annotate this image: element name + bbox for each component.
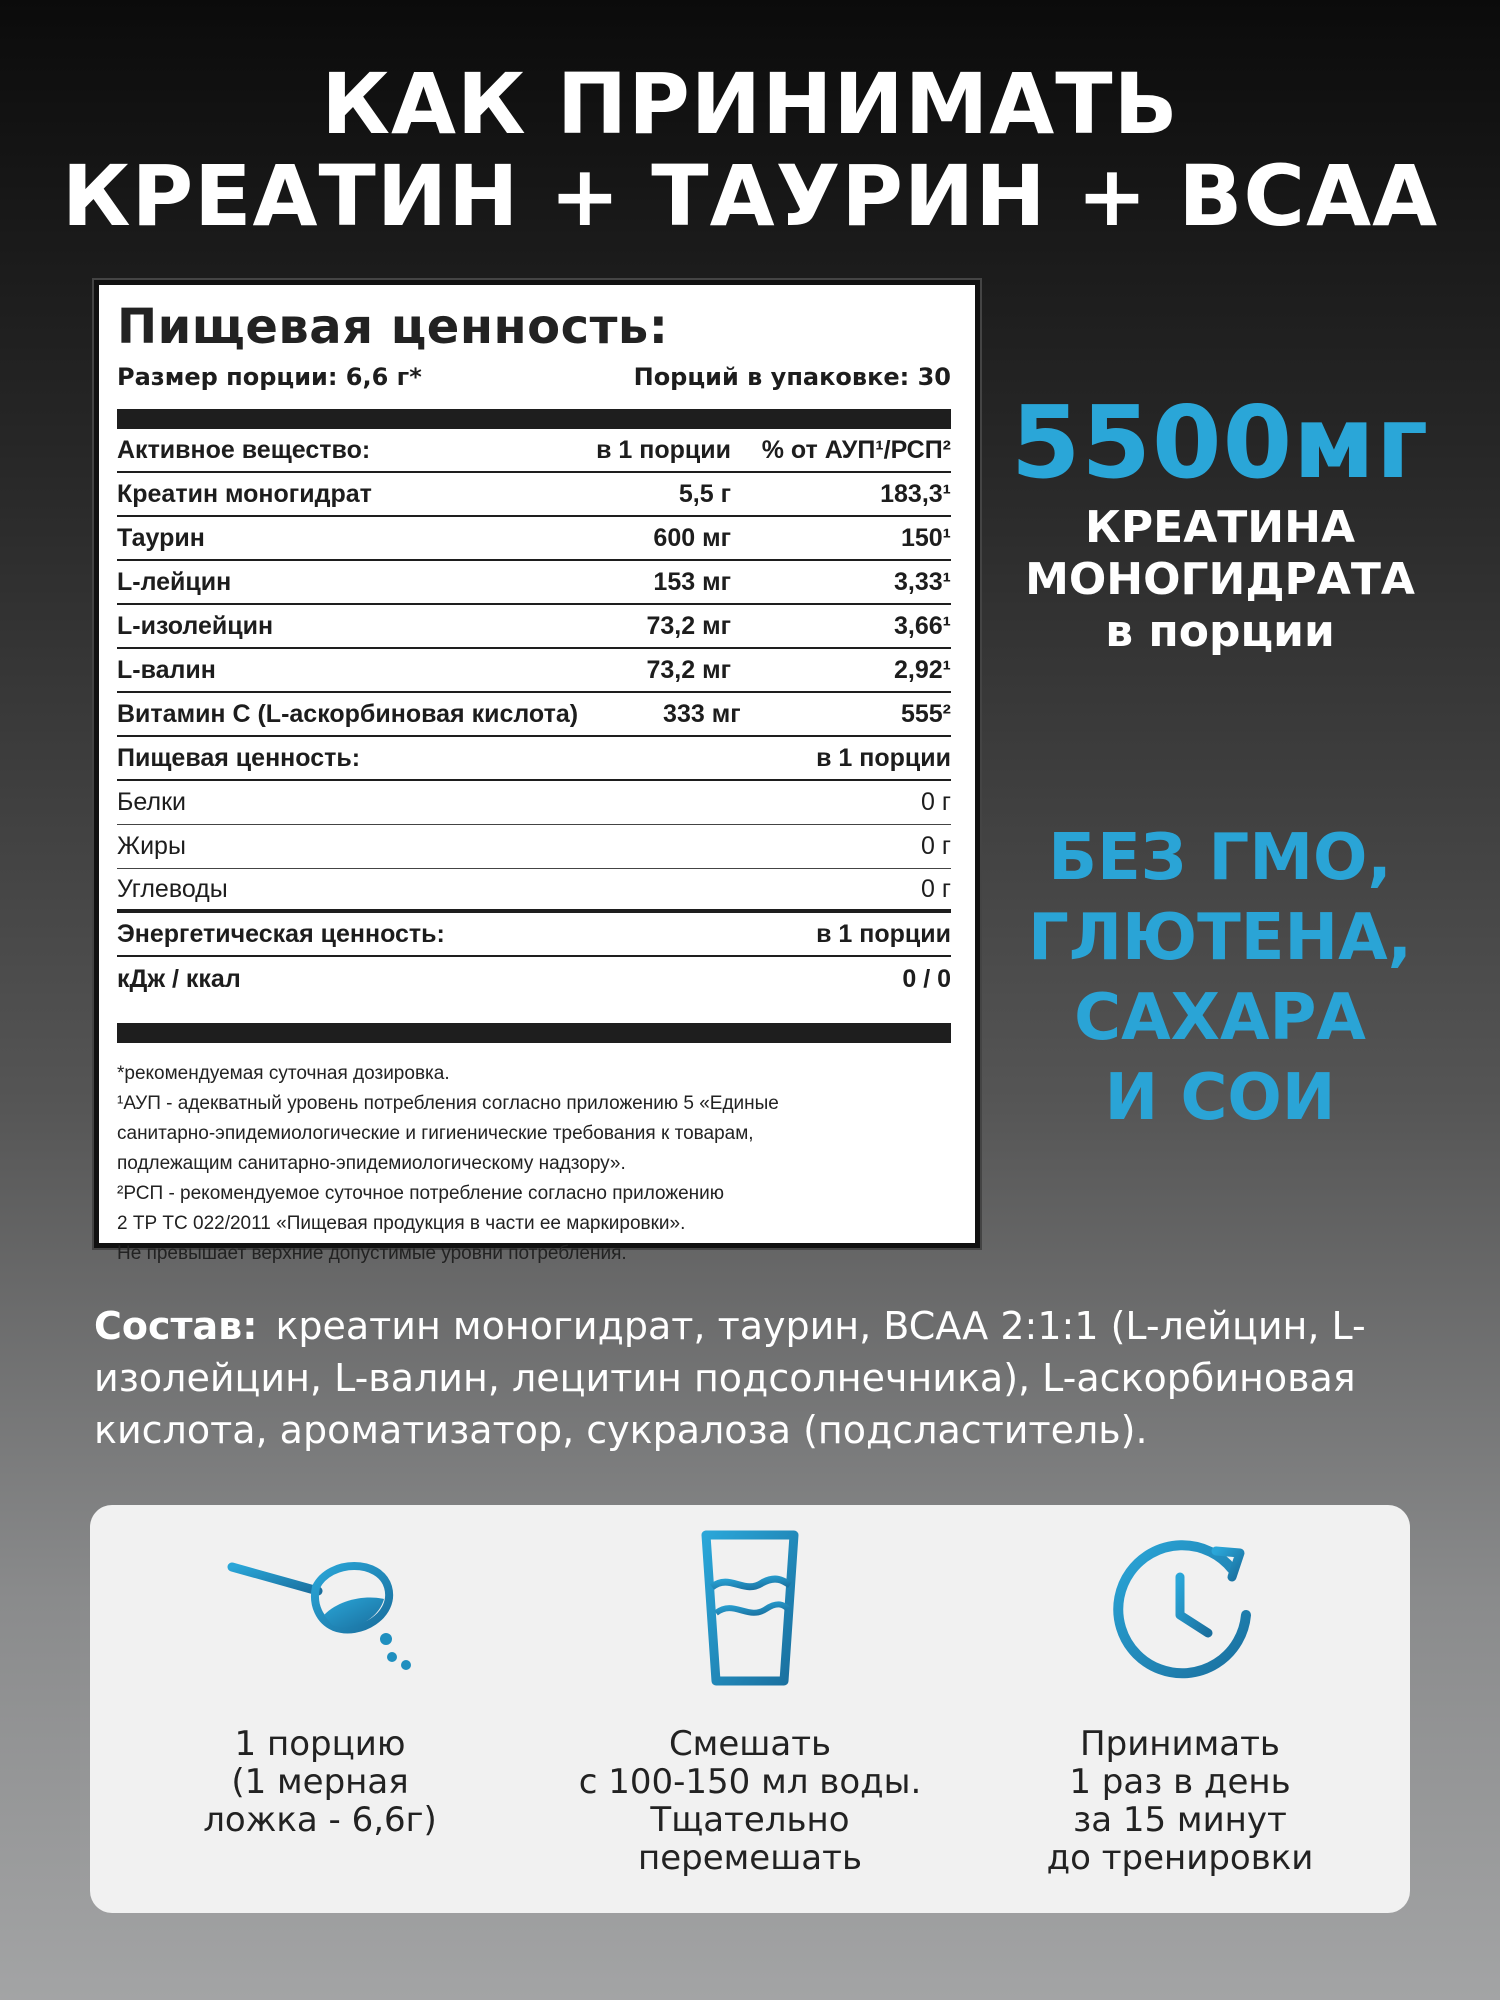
step-timing [980, 1505, 1380, 1913]
ingredient-name: Таурин [117, 523, 205, 552]
energy-name: кДж / ккал [117, 964, 241, 993]
ingredient-name: L-лейцин [117, 567, 232, 596]
active-header-row [117, 429, 951, 473]
divider-bar [117, 1023, 951, 1043]
ingredient-name: Креатин моногидрат [117, 479, 372, 508]
ingredient-pct: 3,33¹ [894, 567, 951, 596]
energy-value: 0 / 0 [902, 964, 951, 993]
composition-label: Состав: [94, 1304, 258, 1348]
table-row [117, 649, 951, 693]
serving-info [117, 363, 951, 391]
ingredient-name: L-изолейцин [117, 611, 274, 640]
creatine-amount: 5500мг [1010, 384, 1430, 501]
step-text [980, 1725, 1380, 1877]
title-line-2: КРЕАТИН + ТАУРИН + BCAA [61, 147, 1439, 245]
energy-header-name: Энергетическая ценность: [117, 919, 445, 948]
caption-line: КРЕАТИНА [1084, 502, 1356, 553]
energy-row [117, 957, 951, 1001]
ingredient-pct: 2,92¹ [894, 655, 951, 684]
value-header-row [117, 737, 951, 781]
active-header-pct: % от АУП¹/РСП² [761, 435, 951, 464]
value-header-name: Пищевая ценность: [117, 743, 361, 772]
step-line: за 15 минут [1073, 1800, 1287, 1840]
nutrition-heading: Пищевая ценность: [117, 299, 669, 355]
footnotes [117, 1059, 951, 1269]
energy-header-per-serving: в 1 порции [816, 919, 951, 948]
nutrient-name: Жиры [117, 832, 186, 860]
step-mix [550, 1505, 950, 1913]
ingredient-pct: 183,3¹ [880, 479, 951, 508]
step-line: Смешать [668, 1724, 832, 1764]
footnote-line: подлежащим санитарно-эпидемиологическому надзору». [117, 1153, 626, 1174]
table-row [117, 605, 951, 649]
step-line: перемешать [637, 1838, 862, 1878]
step-line: 1 порцию [234, 1724, 406, 1764]
scoop-icon [220, 1529, 420, 1689]
creatine-caption [990, 502, 1450, 658]
ingredient-amount: 600 мг [653, 523, 731, 552]
ingredient-name: Витамин С (L-аскорбиновая кислота) [117, 699, 579, 728]
nutrient-name: Углеводы [117, 874, 228, 903]
ingredient-amount: 153 мг [653, 567, 731, 596]
step-text [550, 1725, 950, 1877]
glass-icon [650, 1529, 850, 1689]
step-line: Тщательно [650, 1800, 850, 1840]
usage-steps-card [90, 1505, 1410, 1913]
step-text [120, 1725, 520, 1839]
nutrient-value: 0 г [921, 832, 951, 860]
nutrient-value: 0 г [921, 874, 951, 903]
active-header-name: Активное вещество: [117, 435, 371, 464]
ingredient-name: L-валин [117, 655, 216, 684]
title-line-1: КАК ПРИНИМАТЬ [321, 55, 1179, 153]
nutrient-value: 0 г [921, 788, 951, 816]
table-row [117, 825, 951, 869]
footnote-line: *рекомендуемая суточная дозировка. [117, 1063, 450, 1084]
step-line: (1 мерная [231, 1762, 409, 1802]
ingredient-pct: 150¹ [900, 523, 951, 552]
clock-icon [1080, 1529, 1280, 1689]
serving-size: Размер порции: 6,6 г* [117, 363, 422, 391]
free-from-claim [990, 818, 1450, 1138]
table-row [117, 517, 951, 561]
claim-line: И СОИ [1104, 1061, 1336, 1135]
table-row [117, 693, 951, 737]
value-header-per-serving: в 1 порции [816, 743, 951, 772]
step-line: Принимать [1080, 1724, 1280, 1764]
ingredient-pct: 3,66¹ [894, 611, 951, 640]
ingredient-amount: 73,2 мг [646, 611, 731, 640]
page-title [0, 55, 1500, 245]
divider-bar [117, 409, 951, 429]
table-row [117, 561, 951, 605]
table-row [117, 473, 951, 517]
step-line: с 100-150 мл воды. [578, 1762, 922, 1802]
energy-header-row [117, 913, 951, 957]
footnote-line: ¹АУП - адекватный уровень потребления согласно приложению 5 «Единые [117, 1093, 779, 1114]
ingredient-amount: 5,5 г [678, 479, 731, 508]
claim-line: ГЛЮТЕНА, [1028, 901, 1412, 975]
table-row [117, 869, 951, 913]
claim-line: САХАРА [1074, 981, 1366, 1055]
composition [94, 1300, 1434, 1456]
step-dose [120, 1505, 520, 1913]
active-header-per-serving: в 1 порции [596, 435, 731, 464]
nutrition-panel [94, 280, 980, 1264]
step-line: ложка - 6,6г) [203, 1800, 437, 1840]
footnote-line: ²РСП - рекомендуемое суточное потребление согласно приложению [117, 1183, 724, 1204]
servings-per-pack: Порций в упаковке: 30 [633, 363, 951, 391]
footnote-line: санитарно-эпидемиологические и гигиенические требования к товарам, [117, 1123, 754, 1144]
caption-line: МОНОГИДРАТА [1025, 554, 1415, 605]
step-line: 1 раз в день [1069, 1762, 1291, 1802]
composition-text: креатин моногидрат, таурин, BCAA 2:1:1 (L-лейцин, L-изолейцин, L-валин, лецитин подсолнечника), L-аскорбиновая кислота, ароматизатор, сукралоза (подсластитель). [94, 1304, 1366, 1452]
ingredient-amount: 333 мг [663, 699, 741, 728]
caption-line: в порции [1105, 606, 1335, 657]
step-line: до тренировки [1046, 1838, 1314, 1878]
footnote-line: 2 ТР ТС 022/2011 «Пищевая продукция в части ее маркировки». [117, 1213, 686, 1234]
table-row [117, 781, 951, 825]
claim-line: БЕЗ ГМО, [1048, 821, 1392, 895]
ingredient-pct: 555² [900, 699, 951, 728]
footnote-line: Не превышает верхние допустимые уровни потребления. [117, 1243, 627, 1264]
ingredient-amount: 73,2 мг [646, 655, 731, 684]
nutrient-name: Белки [117, 788, 186, 816]
